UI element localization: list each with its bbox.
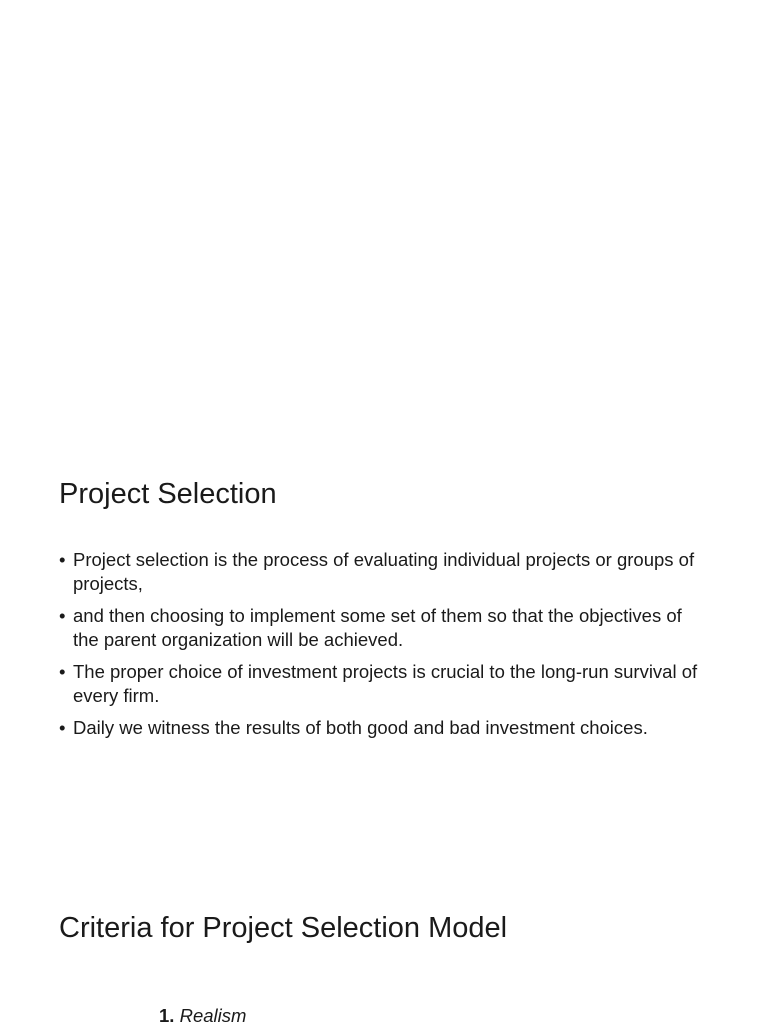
bullet-item	[59, 660, 699, 708]
bullet-item	[59, 604, 699, 652]
project-selection-slide	[0, 432, 768, 864]
bullet-item	[59, 548, 699, 596]
bullet-item	[59, 716, 699, 740]
slide-title: Project Selection	[59, 478, 277, 510]
bullet-list	[59, 548, 699, 748]
bullet-text: and then choosing to implement some set of them so that the objectives of the parent organization will be achieved.	[73, 605, 682, 650]
bullet-icon: •	[59, 717, 66, 738]
blank-slide	[0, 0, 768, 432]
bullet-icon: •	[59, 549, 66, 570]
bullet-icon: •	[59, 661, 66, 682]
bullet-text: Project selection is the process of evaluating individual projects or groups of projects,	[73, 549, 695, 594]
bullet-text: Daily we witness the results of both good and bad investment choices.	[73, 717, 648, 738]
criteria-slide	[0, 864, 768, 1024]
numbered-item	[159, 1004, 246, 1028]
item-number: 1.	[159, 1005, 175, 1026]
bullet-icon: •	[59, 605, 66, 626]
bullet-text: The proper choice of investment projects is crucial to the long-run survival of every firm.	[73, 661, 698, 706]
slide-title: Criteria for Project Selection Model	[59, 912, 508, 944]
item-label: Realism	[179, 1005, 247, 1026]
